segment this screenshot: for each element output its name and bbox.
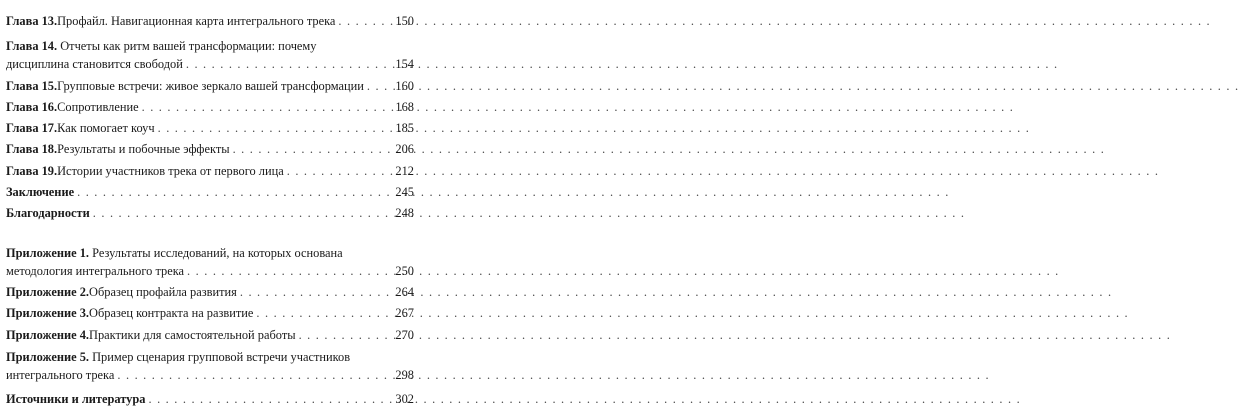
entry-label: Приложение 4.	[6, 328, 89, 342]
dot-leader	[186, 57, 391, 71]
entry-title: Профайл. Навигационная карта интегрального трека	[57, 14, 336, 28]
dot-leader	[338, 14, 391, 28]
toc-entry-sources	[6, 392, 414, 406]
entry-page-number: 168	[395, 100, 414, 114]
toc-entry-chapter-13	[6, 14, 414, 28]
entry-title: Образец контракта на развитие	[89, 306, 254, 320]
entry-label: Приложение 2.	[6, 285, 89, 299]
dot-leader	[187, 264, 391, 278]
entry-label: Глава 18.	[6, 142, 58, 156]
dot-leader	[77, 185, 391, 199]
toc-entry-acknowledgements	[6, 206, 414, 220]
entry-label: Глава 13.	[6, 14, 58, 28]
entry-page-number: 298	[395, 368, 414, 382]
entry-label: Глава 17.	[6, 121, 58, 135]
entry-title-line1: Пример сценария групповой встречи участников	[89, 350, 351, 364]
entry-page-number: 160	[395, 79, 414, 93]
entry-title: Образец профайла развития	[89, 285, 237, 299]
entry-page-number: 150	[395, 14, 414, 28]
entry-title: Групповые встречи: живое зеркало вашей трансформации	[57, 79, 364, 93]
entry-page-number: 267	[395, 306, 414, 320]
toc-entry-appendix-4	[6, 328, 414, 342]
entry-page-number: 154	[395, 57, 414, 71]
entry-title: Практики для самостоятельной работы	[89, 328, 296, 342]
dot-leader	[148, 392, 391, 406]
dot-leader	[240, 285, 391, 299]
entry-page-number: 185	[395, 121, 414, 135]
entry-page-number: 270	[395, 328, 414, 342]
entry-page-number: 206	[395, 142, 414, 156]
dot-leader	[117, 368, 391, 382]
toc-entry-chapter-14	[6, 39, 414, 71]
entry-title: Сопротивление	[57, 100, 139, 114]
entry-label: Глава 14.	[6, 39, 58, 53]
entry-title: Истории участников трека от первого лица	[57, 164, 284, 178]
entry-page-number: 212	[395, 164, 414, 178]
entry-title: дисциплина становится свободой	[6, 57, 183, 71]
entry-label: Глава 19.	[6, 164, 58, 178]
toc-entry-chapter-17	[6, 121, 414, 135]
entry-title: Как помогает коуч	[57, 121, 155, 135]
dot-leader	[93, 206, 391, 220]
entry-label: Глава 15.	[6, 79, 58, 93]
entry-label: Источники и литература	[6, 392, 146, 406]
entry-title-line1: Отчеты как ритм вашей трансформации: почему	[57, 39, 317, 53]
toc-entry-conclusion	[6, 185, 414, 199]
entry-label: Приложение 1.	[6, 246, 89, 260]
entry-label: Глава 16.	[6, 100, 58, 114]
entry-title-line1: Результаты исследований, на которых основана	[89, 246, 343, 260]
entry-label: Благодарности	[6, 206, 90, 220]
entry-title: интегрального трека	[6, 368, 115, 382]
toc-entry-chapter-19	[6, 164, 414, 178]
toc-entry-appendix-2	[6, 285, 414, 299]
entry-page-number: 250	[395, 264, 414, 278]
entry-label: Заключение	[6, 185, 75, 199]
dot-leader	[256, 306, 391, 320]
toc-entry-appendix-5	[6, 350, 414, 382]
dot-leader	[142, 100, 391, 114]
toc-entry-appendix-3	[6, 306, 414, 320]
entry-page-number: 302	[395, 392, 414, 406]
entry-title: методология интегрального трека	[6, 264, 185, 278]
entry-label: Приложение 5.	[6, 350, 89, 364]
entry-label: Приложение 3.	[6, 306, 89, 320]
entry-page-number: 245	[395, 185, 414, 199]
entry-page-number: 264	[395, 285, 414, 299]
dot-leader	[287, 164, 391, 178]
toc-entry-chapter-15	[6, 79, 414, 93]
entry-title: Результаты и побочные эффекты	[57, 142, 230, 156]
toc-entry-chapter-18	[6, 142, 414, 156]
dot-leader	[367, 79, 391, 93]
dot-leader	[158, 121, 391, 135]
toc-entry-chapter-16	[6, 100, 414, 114]
toc-entry-appendix-1	[6, 246, 414, 278]
dot-leader	[233, 142, 391, 156]
entry-page-number: 248	[395, 206, 414, 220]
dot-leader	[299, 328, 391, 342]
